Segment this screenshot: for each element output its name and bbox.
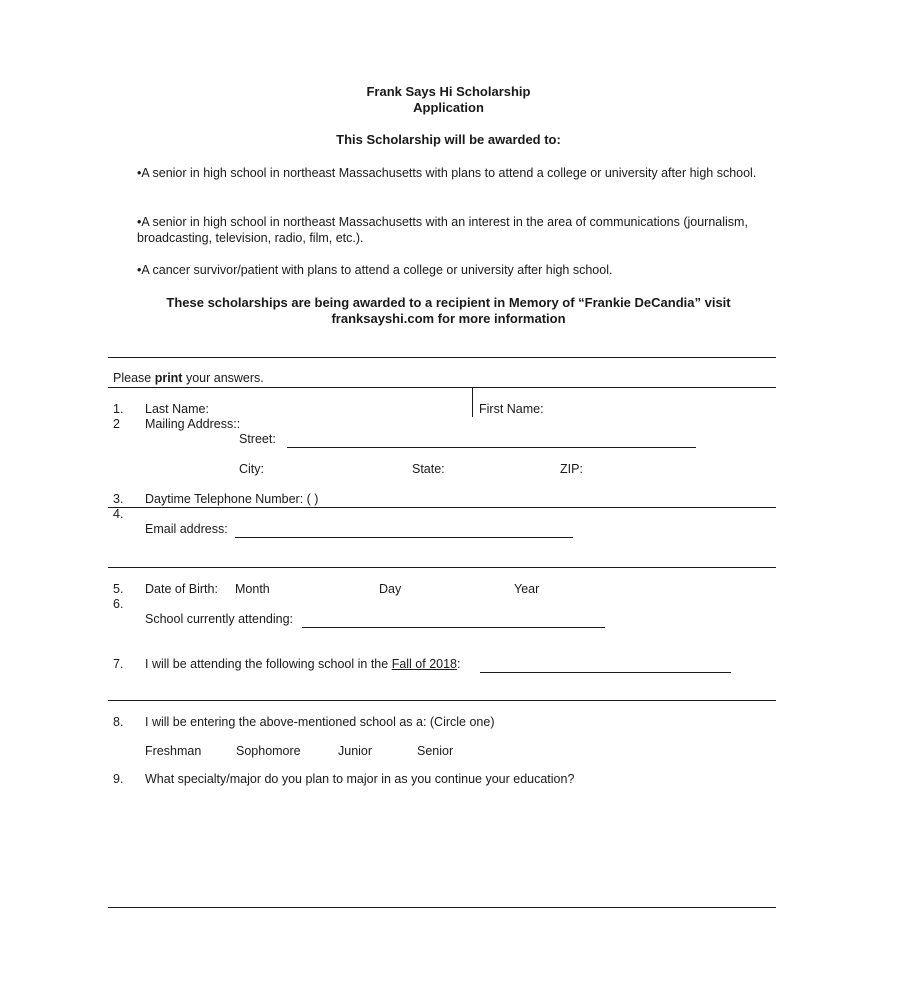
name-divider [472,387,473,417]
q1-number: 1. [113,402,124,416]
option-junior[interactable]: Junior [338,744,373,758]
q7-number: 7. [113,657,124,671]
award-heading: This Scholarship will be awarded to: [336,132,561,147]
memorial-note-line1: These scholarships are being awarded to a recipient in Memory of “Frankie DeCandia” visit [166,295,731,310]
city-label: City: [239,462,264,476]
divider-instructions [108,387,776,388]
dob-month-label: Month [235,582,270,596]
mailing-address-label: Mailing Address:: [145,417,241,431]
q9-number: 9. [113,772,124,786]
q5-number: 5. [113,582,124,596]
instructions-prefix: Please [113,371,155,385]
phone-label: Daytime Telephone Number: ( ) [145,492,319,506]
first-name-label: First Name: [479,402,544,416]
dob-day-label: Day [379,582,402,596]
future-school-label [145,657,461,671]
divider-top [108,357,776,358]
email-label: Email address: [145,522,228,536]
print-instructions [113,371,264,385]
q3-number: 3. [113,492,124,506]
criteria-item-3: •A cancer survivor/patient with plans to attend a college or university after high school. [137,263,613,277]
future-school-prefix: I will be attending the following school in the [145,657,392,671]
divider-email [108,567,776,568]
last-name-label: Last Name: [145,402,209,416]
q6-number: 6. [113,597,124,611]
dob-label: Date of Birth: [145,582,218,596]
major-answer-area[interactable] [145,792,775,902]
dob-year-label: Year [514,582,540,596]
future-school-term: Fall of 2018 [391,657,458,671]
state-label: State: [412,462,445,476]
entering-as-label: I will be entering the above-mentioned school as a: (Circle one) [145,715,495,729]
form-title-line2: Application [413,100,484,115]
divider-bottom [108,907,776,908]
future-school-field[interactable] [480,660,731,678]
option-sophomore[interactable]: Sophomore [236,744,301,758]
option-senior[interactable]: Senior [417,744,454,758]
divider-phone [108,507,776,508]
instructions-suffix: your answers. [182,371,264,385]
q2-number: 2 [113,417,120,431]
q8-number: 8. [113,715,124,729]
future-school-suffix: : [457,657,461,671]
q4-number: 4. [113,507,124,521]
current-school-label: School currently attending: [145,612,294,626]
current-school-field[interactable] [302,615,605,633]
criteria-item-1: •A senior in high school in northeast Massachusetts with plans to attend a college or university after high school. [137,166,757,180]
street-label: Street: [239,432,276,446]
street-field[interactable] [287,435,696,453]
memorial-note-line2: franksayshi.com for more information [331,311,566,326]
zip-label: ZIP: [560,462,583,476]
option-freshman[interactable]: Freshman [145,744,202,758]
criteria-item-2: •A senior in high school in northeast Massachusetts with an interest in the area of communications (journalism, broadcasting, television, radio, film, etc.). [137,215,748,245]
major-label: What specialty/major do you plan to major in as you continue your education? [145,772,575,786]
email-field[interactable] [235,525,573,543]
form-title: Frank Says Hi Scholarship [366,84,531,99]
divider-future-school [108,700,776,701]
instructions-emphasis: print [154,371,183,385]
